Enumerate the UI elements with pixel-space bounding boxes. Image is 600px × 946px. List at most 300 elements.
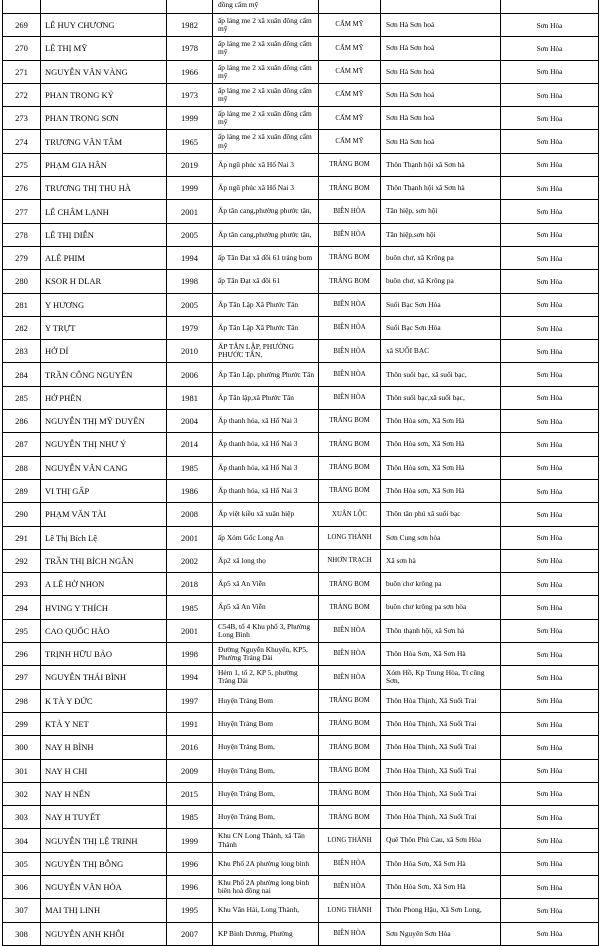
table-row <box>3 806 599 829</box>
table-row <box>3 922 599 945</box>
cell-province: Sơn Hòa <box>501 223 599 246</box>
cell-number: 302 <box>3 782 41 805</box>
cell-province: Sơn Hòa <box>501 340 599 363</box>
cell-address: Ấp5 xã An Viễn <box>213 596 319 619</box>
cell-province: Sơn Hòa <box>501 759 599 782</box>
cell-number: 284 <box>3 363 41 386</box>
cell-hometown: Thôn Hòa Sơn, Xã Sơn Hà <box>381 852 501 875</box>
cell-district <box>319 0 381 14</box>
cell-name: NGUYỄN THỊ MỸ DUYÊN <box>41 410 167 433</box>
cell-district: TRẢNG BOM <box>319 177 381 200</box>
cell-province: Sơn Hòa <box>501 479 599 502</box>
cell-address: ấp láng me 2 xã xuân đông cẩm mỹ <box>213 107 319 130</box>
cell-name: NGUYỄN ANH KHÔI <box>41 922 167 945</box>
cell-district: TRẢNG BOM <box>319 410 381 433</box>
cell-hometown: Sơn Cung sơn hòa <box>381 526 501 549</box>
cell-province: Sơn Hòa <box>501 782 599 805</box>
cell-name: K TÀ Y ĐỨC <box>41 689 167 712</box>
table-row <box>3 0 599 14</box>
cell-birth-year: 2018 <box>167 573 213 596</box>
cell-number: 286 <box>3 410 41 433</box>
cell-address: Ấp tân cang,phường phước tân, <box>213 223 319 246</box>
cell-name: TRƯƠNG THỊ THU HÀ <box>41 177 167 200</box>
cell-district: BIÊN HÒA <box>319 643 381 666</box>
table-row <box>3 60 599 83</box>
cell-district: BIÊN HÒA <box>319 293 381 316</box>
cell-number: 305 <box>3 852 41 875</box>
cell-hometown: Thôn Hòa Sơn, Xã Sơn Hà <box>381 875 501 898</box>
cell-name: NGUYỄN THỊ NHƯ Ý <box>41 433 167 456</box>
cell-number: 289 <box>3 479 41 502</box>
cell-address: ấp Xóm Gốc Long An <box>213 526 319 549</box>
cell-hometown: Thôn Phong Hậu, Xã Sơn Long, <box>381 899 501 922</box>
cell-birth-year: 2004 <box>167 410 213 433</box>
cell-address: C54B, tổ 4 Khu phố 3, Phường Long Bình <box>213 619 319 642</box>
cell-name: CAO QUỐC HÀO <box>41 619 167 642</box>
cell-hometown: Sơn Nguyên Sơn Hòa <box>381 922 501 945</box>
cell-hometown: Thôn Hòa Thịnh, Xã Suối Trai <box>381 689 501 712</box>
cell-name: MAI THỊ LINH <box>41 899 167 922</box>
cell-name: NAY H NẾN <box>41 782 167 805</box>
cell-hometown: Sơn Hà Sơn hoá <box>381 107 501 130</box>
cell-district: TRẢNG BOM <box>319 479 381 502</box>
cell-number: 296 <box>3 643 41 666</box>
table-row <box>3 107 599 130</box>
cell-address: Khu Phố 2A phường long bình <box>213 852 319 875</box>
cell-hometown: buôn chơ krông pa sơn hòa <box>381 596 501 619</box>
cell-number: 283 <box>3 340 41 363</box>
table-row <box>3 200 599 223</box>
cell-birth-year: 1998 <box>167 270 213 293</box>
cell-birth-year: 1982 <box>167 14 213 37</box>
cell-address: Ấp thanh hóa, xã Hố Nai 3 <box>213 410 319 433</box>
cell-birth-year: 2009 <box>167 759 213 782</box>
table-row <box>3 526 599 549</box>
cell-district: BIÊN HÒA <box>319 223 381 246</box>
cell-birth-year: 1994 <box>167 666 213 689</box>
cell-district: CẨM MỸ <box>319 37 381 60</box>
cell-name: KTÀ Y NET <box>41 712 167 735</box>
cell-hometown: Thôn Hòa Thịnh, Xã Suối Trai <box>381 712 501 735</box>
cell-birth-year: 1999 <box>167 177 213 200</box>
cell-number: 279 <box>3 246 41 269</box>
cell-birth-year: 1998 <box>167 643 213 666</box>
cell-hometown: Thôn Hòa Thịnh, Xã Suối Trai <box>381 782 501 805</box>
cell-address: ấp láng me 2 xã xuân đông cẩm mỹ <box>213 37 319 60</box>
cell-birth-year: 2008 <box>167 503 213 526</box>
cell-hometown: Thôn Hòa Thịnh, Xã Suối Trai <box>381 806 501 829</box>
cell-address: Huyện Trảng Bom, <box>213 806 319 829</box>
cell-number: 269 <box>3 14 41 37</box>
cell-hometown: Thôn Hòa sơn, Xã Sơn Hà <box>381 456 501 479</box>
cell-hometown: Thôn Hòa sơn, Xã Sơn Hà <box>381 410 501 433</box>
table-row <box>3 782 599 805</box>
cell-district: TRẢNG BOM <box>319 573 381 596</box>
cell-birth-year: 1995 <box>167 899 213 922</box>
cell-province: Sơn Hòa <box>501 130 599 153</box>
cell-address: Ấp thanh hóa, xã Hố Nai 3 <box>213 456 319 479</box>
cell-name: TRƯƠNG VĂN TÂM <box>41 130 167 153</box>
cell-hometown: Sơn Hà Sơn hoá <box>381 37 501 60</box>
cell-number: 290 <box>3 503 41 526</box>
cell-number: 301 <box>3 759 41 782</box>
cell-address: Ấp Tân Lập Xã Phước Tân <box>213 316 319 339</box>
cell-district: CẨM MỸ <box>319 130 381 153</box>
cell-name: LÊ THỊ MỸ <box>41 37 167 60</box>
table-row <box>3 596 599 619</box>
cell-hometown: Thôn tân phú xã suối bạc <box>381 503 501 526</box>
cell-birth-year: 1991 <box>167 712 213 735</box>
cell-address: Ấp Tân lập,xã Phước Tân <box>213 386 319 409</box>
cell-address: đồng cấm mỹ <box>213 0 319 14</box>
cell-address: Ấp ngũ phúc xã Hố Nai 3 <box>213 177 319 200</box>
cell-hometown: Suối Bạc Sơn Hòa <box>381 293 501 316</box>
cell-hometown: Sơn Hà Sơn hoá <box>381 14 501 37</box>
cell-name: NGUYỄN VĂN CANG <box>41 456 167 479</box>
table-row <box>3 899 599 922</box>
cell-district: CẨM MỸ <box>319 14 381 37</box>
cell-birth-year: 1985 <box>167 806 213 829</box>
cell-district: BIÊN HÒA <box>319 386 381 409</box>
cell-birth-year: 1973 <box>167 83 213 106</box>
cell-number: 297 <box>3 666 41 689</box>
cell-hometown: Xã sơn hà <box>381 549 501 572</box>
cell-birth-year: 2015 <box>167 782 213 805</box>
table-row <box>3 386 599 409</box>
cell-birth-year: 1999 <box>167 829 213 852</box>
cell-province: Sơn Hòa <box>501 806 599 829</box>
cell-address: Huyện Trảng Bom, <box>213 736 319 759</box>
cell-province: Sơn Hòa <box>501 410 599 433</box>
cell-hometown: Thôn Hòa sơn, Xã Sơn Hà <box>381 479 501 502</box>
table-row <box>3 246 599 269</box>
cell-birth-year: 1994 <box>167 246 213 269</box>
cell-number: 307 <box>3 899 41 922</box>
table-row <box>3 433 599 456</box>
cell-address: Ấp tân cang,phường phước tân, <box>213 200 319 223</box>
cell-number: 275 <box>3 153 41 176</box>
table-row <box>3 153 599 176</box>
cell-address: ấp láng me 2 xã xuân đông cẩm mỹ <box>213 130 319 153</box>
cell-number: 270 <box>3 37 41 60</box>
cell-district: BIÊN HÒA <box>319 200 381 223</box>
cell-name: TRẦN CÔNG NGUYÊN <box>41 363 167 386</box>
table-row <box>3 223 599 246</box>
residents-table <box>2 0 599 946</box>
cell-birth-year: 2014 <box>167 433 213 456</box>
cell-hometown: buôn chơ krông pa <box>381 573 501 596</box>
cell-birth-year: 2006 <box>167 363 213 386</box>
cell-birth-year: 1985 <box>167 456 213 479</box>
table-row <box>3 829 599 852</box>
cell-district: TRẢNG BOM <box>319 246 381 269</box>
cell-name: KSOR H DLAR <box>41 270 167 293</box>
cell-address: Ấp ngũ phúc xã Hố Nai 3 <box>213 153 319 176</box>
cell-district: TRẢNG BOM <box>319 712 381 735</box>
cell-name: HỞ DỈ <box>41 340 167 363</box>
cell-hometown: Thôn suối bạc,xã suối bạc, <box>381 386 501 409</box>
cell-name: PHẠM VĂN TÀI <box>41 503 167 526</box>
cell-hometown: Thôn Thạnh hội xã Sơn hà <box>381 153 501 176</box>
cell-province: Sơn Hòa <box>501 200 599 223</box>
cell-hometown: Tân hiệp,sơn hội <box>381 223 501 246</box>
cell-address: Huyện Trảng Bom, <box>213 782 319 805</box>
table-body <box>3 0 599 945</box>
cell-number: 306 <box>3 875 41 898</box>
cell-name: PHAN TRỌNG KỶ <box>41 83 167 106</box>
cell-province: Sơn Hòa <box>501 270 599 293</box>
cell-number: 298 <box>3 689 41 712</box>
cell-province: Sơn Hòa <box>501 712 599 735</box>
cell-hometown: Thôn suối bạc, xã suối bạc, <box>381 363 501 386</box>
cell-name: LÊ CHÂM LẠNH <box>41 200 167 223</box>
cell-number: 288 <box>3 456 41 479</box>
table-row <box>3 666 599 689</box>
cell-province: Sơn Hòa <box>501 107 599 130</box>
cell-district: TRẢNG BOM <box>319 689 381 712</box>
table-row <box>3 37 599 60</box>
cell-birth-year: 2005 <box>167 293 213 316</box>
cell-birth-year: 1997 <box>167 689 213 712</box>
cell-district: BIÊN HÒA <box>319 619 381 642</box>
cell-birth-year: 1981 <box>167 386 213 409</box>
table-row <box>3 270 599 293</box>
cell-number: 291 <box>3 526 41 549</box>
table-row <box>3 712 599 735</box>
cell-district: TRẢNG BOM <box>319 759 381 782</box>
cell-district: BIÊN HÒA <box>319 363 381 386</box>
cell-province: Sơn Hòa <box>501 246 599 269</box>
cell-address: Ấp thanh hóa, xã Hố Nai 3 <box>213 479 319 502</box>
cell-district: LONG THÀNH <box>319 899 381 922</box>
cell-address: Huyện Trảng Bom, <box>213 759 319 782</box>
cell-address: Hẻm 1, tổ 2, KP 5, phường Trảng Dài <box>213 666 319 689</box>
table-row <box>3 456 599 479</box>
cell-address: ấp Tân Đạt xã đồi 61 trảng bom <box>213 246 319 269</box>
cell-number: 303 <box>3 806 41 829</box>
cell-district: TRẢNG BOM <box>319 270 381 293</box>
cell-number: 285 <box>3 386 41 409</box>
cell-district: LONG THÀNH <box>319 526 381 549</box>
cell-name: Y TRỰT <box>41 316 167 339</box>
cell-hometown: Thôn Hòa Thịnh, Xã Suối Trai <box>381 736 501 759</box>
table-row <box>3 479 599 502</box>
cell-birth-year: 2019 <box>167 153 213 176</box>
cell-name: LÊ HUY CHƯƠNG <box>41 14 167 37</box>
cell-province: Sơn Hòa <box>501 503 599 526</box>
cell-hometown: Sơn Hà Sơn hoá <box>381 83 501 106</box>
cell-province: Sơn Hòa <box>501 689 599 712</box>
cell-hometown <box>381 0 501 14</box>
cell-name: TRẦN THỊ BÍCH NGÂN <box>41 549 167 572</box>
cell-birth-year: 2007 <box>167 922 213 945</box>
cell-address: Khu CN Long Thành, xã Tân Thành <box>213 829 319 852</box>
cell-birth-year: 2001 <box>167 526 213 549</box>
cell-district: BIÊN HÒA <box>319 340 381 363</box>
cell-number: 272 <box>3 83 41 106</box>
cell-province: Sơn Hòa <box>501 899 599 922</box>
cell-hometown: Suối Bạc Sơn Hòa <box>381 316 501 339</box>
cell-number: 308 <box>3 922 41 945</box>
cell-number: 280 <box>3 270 41 293</box>
cell-address: Khu Phố 2A phường long bình biên hoà đồng nai <box>213 875 319 898</box>
cell-province: Sơn Hòa <box>501 549 599 572</box>
cell-district: CẨM MỸ <box>319 107 381 130</box>
cell-hometown: Sơn Hà Sơn hoá <box>381 130 501 153</box>
cell-district: CẨM MỸ <box>319 83 381 106</box>
cell-district: LONG THÀNH <box>319 829 381 852</box>
table-row <box>3 14 599 37</box>
cell-number: 282 <box>3 316 41 339</box>
table-row <box>3 503 599 526</box>
cell-name <box>41 0 167 14</box>
cell-birth-year: 2005 <box>167 223 213 246</box>
cell-name: NGUYỄN THỊ BÔNG <box>41 852 167 875</box>
cell-name: PHAN TRỌNG SƠN <box>41 107 167 130</box>
cell-number: 304 <box>3 829 41 852</box>
table-row <box>3 363 599 386</box>
cell-district: TRẢNG BOM <box>319 806 381 829</box>
cell-province: Sơn Hòa <box>501 643 599 666</box>
cell-number: 278 <box>3 223 41 246</box>
cell-hometown: Thôn Hòa Thịnh, Xã Suối Trai <box>381 759 501 782</box>
cell-number: 273 <box>3 107 41 130</box>
cell-number: 277 <box>3 200 41 223</box>
cell-hometown: Tân hiệp, sơn hội <box>381 200 501 223</box>
cell-district: BIÊN HÒA <box>319 922 381 945</box>
cell-name: NAY H BÌNH <box>41 736 167 759</box>
cell-province: Sơn Hòa <box>501 14 599 37</box>
cell-hometown: Xóm Hồ, Kp Trung Hòa, Tt cũng Sơn, <box>381 666 501 689</box>
cell-hometown: buôn chơ, xã Krông pa <box>381 246 501 269</box>
cell-name: VI THỊ GẤP <box>41 479 167 502</box>
cell-name: HVING Y THÍCH <box>41 596 167 619</box>
cell-name: NAY H TUYẾT <box>41 806 167 829</box>
table-row <box>3 759 599 782</box>
cell-hometown: Thôn Hòa sơn, Xã Sơn Hà <box>381 433 501 456</box>
cell-hometown: Thôn Hòa Sơn, Xã Sơn Hà <box>381 643 501 666</box>
cell-province: Sơn Hòa <box>501 875 599 898</box>
cell-address: ẤP TÂN LẬP, PHƯỜNG PHƯỚC TÂN, <box>213 340 319 363</box>
cell-province: Sơn Hòa <box>501 596 599 619</box>
cell-district: BIÊN HÒA <box>319 852 381 875</box>
cell-address: ấp Tân Đạt xã đồi 61 <box>213 270 319 293</box>
cell-name: NGUYỄN THỊ LỆ TRINH <box>41 829 167 852</box>
cell-number: 292 <box>3 549 41 572</box>
cell-birth-year: 1966 <box>167 60 213 83</box>
cell-name: NAY H CHI <box>41 759 167 782</box>
cell-name: TRỊNH HỮU BẢO <box>41 643 167 666</box>
cell-district: TRẢNG BOM <box>319 456 381 479</box>
cell-province: Sơn Hòa <box>501 37 599 60</box>
cell-name: Y HƯƠNG <box>41 293 167 316</box>
cell-district: BIÊN HÒA <box>319 316 381 339</box>
cell-province: Sơn Hòa <box>501 363 599 386</box>
table-row <box>3 316 599 339</box>
cell-address: KP Bình Dương, Phường <box>213 922 319 945</box>
cell-name: A LÊ HỜ NHON <box>41 573 167 596</box>
cell-province: Sơn Hòa <box>501 829 599 852</box>
cell-province: Sơn Hòa <box>501 386 599 409</box>
cell-name: HỞ PHÊN <box>41 386 167 409</box>
cell-province: Sơn Hòa <box>501 736 599 759</box>
cell-address: Ấp Tân Lập, phường Phước Tân <box>213 363 319 386</box>
cell-district: CẨM MỸ <box>319 60 381 83</box>
table-row <box>3 875 599 898</box>
table-row <box>3 177 599 200</box>
cell-address: ấp láng me 2 xã xuân đông cẩm mỹ <box>213 60 319 83</box>
cell-name: NGUYỄN VĂN HÒA <box>41 875 167 898</box>
cell-district: NHƠN TRẠCH <box>319 549 381 572</box>
cell-hometown: buôn chơ, xã Krông pa <box>381 270 501 293</box>
cell-name: PHẠM GIA HÂN <box>41 153 167 176</box>
table-row <box>3 293 599 316</box>
cell-province: Sơn Hòa <box>501 60 599 83</box>
cell-name: Lê Thị Bích Lệ <box>41 526 167 549</box>
cell-birth-year: 1996 <box>167 875 213 898</box>
cell-birth-year: 2001 <box>167 619 213 642</box>
cell-province: Sơn Hòa <box>501 573 599 596</box>
cell-number: 299 <box>3 712 41 735</box>
cell-number: 281 <box>3 293 41 316</box>
cell-province: Sơn Hòa <box>501 666 599 689</box>
cell-hometown: xã SUỐI BẠC <box>381 340 501 363</box>
cell-number: 300 <box>3 736 41 759</box>
cell-district: TRẢNG BOM <box>319 736 381 759</box>
cell-province: Sơn Hòa <box>501 526 599 549</box>
cell-province: Sơn Hòa <box>501 177 599 200</box>
cell-province: Sơn Hòa <box>501 433 599 456</box>
cell-address: Huyện Trảng Bom <box>213 689 319 712</box>
table-row <box>3 340 599 363</box>
cell-name: NGUYỄN THÁI BÌNH <box>41 666 167 689</box>
cell-number: 295 <box>3 619 41 642</box>
table-row <box>3 573 599 596</box>
cell-province: Sơn Hòa <box>501 619 599 642</box>
cell-district: TRẢNG BOM <box>319 596 381 619</box>
cell-name: LÊ THỊ DIỄN <box>41 223 167 246</box>
table-row <box>3 130 599 153</box>
cell-district: TRẢNG BOM <box>319 153 381 176</box>
cell-birth-year: 1996 <box>167 852 213 875</box>
cell-province <box>501 0 599 14</box>
cell-district: TRẢNG BOM <box>319 433 381 456</box>
cell-address: Ấp thanh hóa, xã Hố Nai 3 <box>213 433 319 456</box>
cell-hometown: Thôn thạnh hội, xã Sơn hà <box>381 619 501 642</box>
cell-address: Ấp việt kiều xã xuân hiệp <box>213 503 319 526</box>
cell-address: Khu Văn Hải, Long Thành, <box>213 899 319 922</box>
cell-address: Ấp2 xã long thọ <box>213 549 319 572</box>
cell-address: Đường Nguyễn Khuyến, KP5, Phường Trảng Dài <box>213 643 319 666</box>
table-row <box>3 852 599 875</box>
cell-birth-year <box>167 0 213 14</box>
cell-hometown: Quê Thôn Phú Cau, xã Sơn Hòa <box>381 829 501 852</box>
cell-district: TRẢNG BOM <box>319 782 381 805</box>
cell-province: Sơn Hòa <box>501 293 599 316</box>
cell-hometown: Sơn Hà Sơn hoá <box>381 60 501 83</box>
cell-birth-year: 1999 <box>167 107 213 130</box>
cell-address: Ấp Tân Lập Xã Phước Tân <box>213 293 319 316</box>
cell-province: Sơn Hòa <box>501 153 599 176</box>
cell-province: Sơn Hòa <box>501 83 599 106</box>
table-row <box>3 736 599 759</box>
cell-birth-year: 2010 <box>167 340 213 363</box>
cell-address: Ấp5 xã An Viễn <box>213 573 319 596</box>
cell-address: Huyện Trảng Bom <box>213 712 319 735</box>
cell-number: 287 <box>3 433 41 456</box>
cell-number: 274 <box>3 130 41 153</box>
cell-province: Sơn Hòa <box>501 316 599 339</box>
